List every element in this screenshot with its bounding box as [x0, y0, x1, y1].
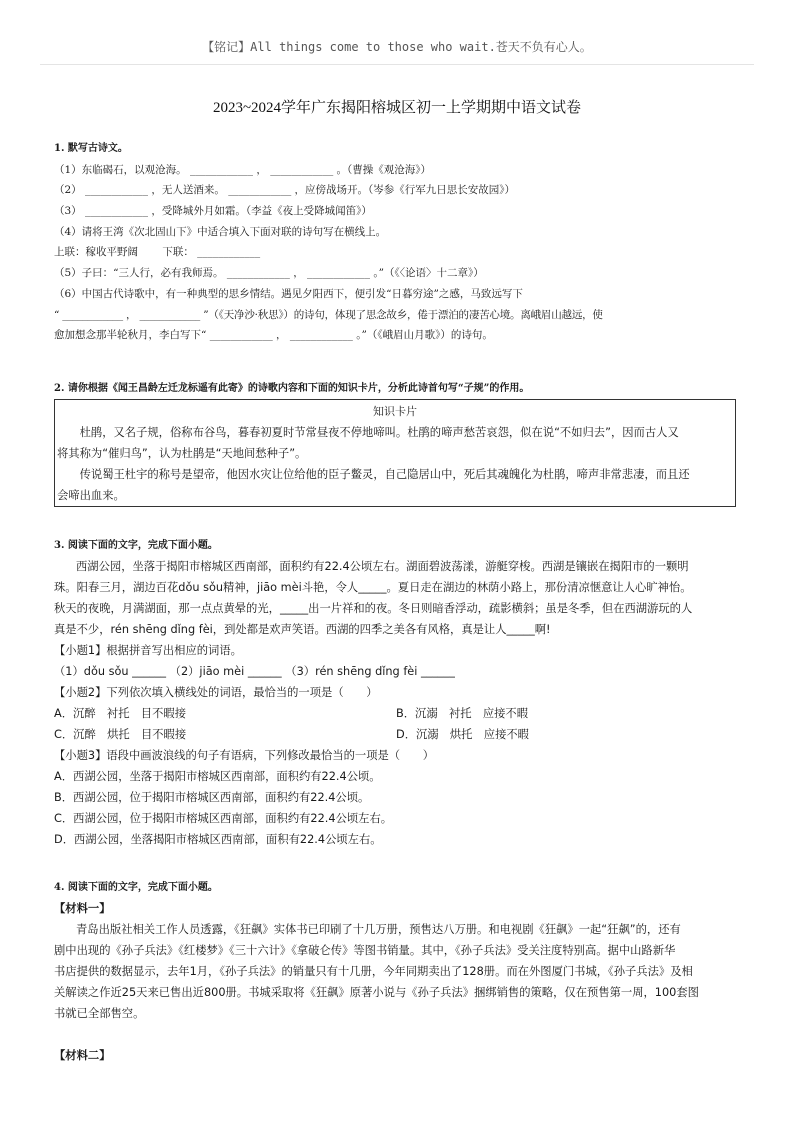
- question-1-line: 愈加想念那半轮秋月，李白写下“ ____________ ， ____________ 。”（《峨眉山月歌》）的诗句。: [54, 329, 493, 342]
- subquestion-1-prompt: 【小题1】根据拼音写出相应的词语。: [54, 644, 242, 657]
- knowledge-card: [54, 399, 736, 507]
- subquestion-2-options-row: [54, 724, 744, 745]
- question-1: [54, 139, 744, 346]
- knowledge-card-line: 杜鹃，又名子规，俗称布谷鸟，暮春初夏时节常昼夜不停地啼叫。杜鹃的啼声愁苦哀怨，似在说“不如归去”，因而古人又: [57, 426, 679, 439]
- material-1-line: 书店提供的数据显示，去年1月，《孙子兵法》的销量只有十几册，今年同期卖出了128册。而在外图厦门书城，《孙子兵法》及相: [54, 965, 693, 978]
- question-1-line: （6）中国古代诗歌中，有一种典型的思乡情结。遇见夕阳西下，便引发“日暮穷途”之感，马致远写下: [54, 287, 523, 300]
- knowledge-card-line: 将其称为“催归鸟”，认为杜鹃是“天地间愁种子”。: [57, 447, 307, 460]
- passage-line: 珠。阳春三月，湖边百花dǒu sǒu精神，jiāo mèi斗艳，令人_____。夏日走在湖边的林荫小路上，那份清凉惬意让人心旷神怡。: [54, 581, 692, 594]
- subquestion-2-options-row: [54, 703, 744, 724]
- option-b: B．西湖公园，位于揭阳市榕城区西南部，面积约有22.4公顷。: [54, 791, 370, 804]
- question-1-line: （1）东临碣石，以观沧海。 ____________ ， ____________ 。（曹操《观沧海》）: [54, 163, 432, 176]
- question-1-line: （2） ____________ ，无人送酒来。 ____________ ，应傍战场开。（岑参《行军九日思长安故园》）: [54, 184, 516, 197]
- passage-line: 秋天的夜晚，月满湖面，那一点点黄晕的光，_____出一片祥和的夜。冬日则暗香浮动，疏影横斜；虽是冬季，但在西湖游玩的人: [54, 602, 693, 615]
- passage-line: 西湖公园，坐落于揭阳市榕城区西南部，面积约有22.4公顷左右。湖面碧波荡漾，游艇穿梭。西湖是镶嵌在揭阳市的一颗明: [76, 560, 689, 573]
- knowledge-card-line: 会啼出血来。: [57, 489, 125, 502]
- subquestion-1-blanks: （1）dǒu sǒu ______ （2）jiāo mèi ______ （3）rén shēng dǐng fèi ______: [54, 665, 455, 678]
- material-1-line: 剧中出现的《孙子兵法》《红楼梦》《三十六计》《拿破仑传》等图书销量。其中，《孙子兵法》受关注度特别高。据中山路新华: [54, 944, 676, 957]
- question-4-material-2: [54, 1045, 744, 1066]
- question-1-line: （3） ____________ ，受降城外月如霜。（李益《夜上受降城闻笛》）: [54, 205, 372, 218]
- question-2-heading: 2. 请你根据《闻王昌龄左迁龙标遥有此寄》的诗歌内容和下面的知识卡片，分析此诗首句写“子规”的作用。: [54, 383, 530, 394]
- option-b: B．沉溺 衬托 应接不暇: [396, 707, 529, 720]
- question-1-line: （5）子曰：“三人行，必有我师焉。 ____________ ， ____________ 。”（《〈论语〉十二章》）: [54, 267, 484, 280]
- material-2-label: 【材料二】: [54, 1049, 111, 1062]
- subquestion-3-prompt: 【小题3】语段中画波浪线的句子有语病，下列修改最恰当的一项是（ ）: [54, 749, 434, 762]
- material-1-label: 【材料一】: [54, 902, 111, 915]
- material-1-line: 青岛出版社相关工作人员透露，《狂飙》实体书已印刷了十几万册，预售达八万册。和电视剧《狂飙》一起“狂飙”的，还有: [76, 923, 681, 936]
- question-1-line: （4）请将王湾《次北固山下》中适合填入下面对联的诗句写在横线上。: [54, 225, 387, 238]
- page-title: 2023~2024学年广东揭阳榕城区初一上学期期中语文试卷: [212, 100, 582, 116]
- option-d: D．沉溺 烘托 应接不暇: [396, 728, 529, 741]
- header-divider: [40, 64, 754, 65]
- question-4-material-1: [54, 898, 744, 1024]
- subquestion-2-prompt: 【小题2】下列依次填入横线处的词语，最恰当的一项是（ ）: [54, 686, 378, 699]
- question-4-heading: 4. 阅读下面的文字，完成下面小题。: [54, 882, 218, 893]
- option-c: C．沉醉 烘托 目不暇接: [54, 728, 187, 741]
- option-a: A．西湖公园，坐落于揭阳市榕城区西南部，面积约有22.4公顷。: [54, 770, 381, 783]
- option-d: D．西湖公园，坐落揭阳市榕城区西南部，面积有22.4公顷左右。: [54, 833, 382, 846]
- question-1-line: “ ____________ ， ____________ ”（《天净沙·秋思》）的诗句，体现了思念故乡，倦于漂泊的凄苦心境。离峨眉山越远，使: [54, 308, 603, 321]
- question-4: [54, 877, 744, 898]
- knowledge-card-title: 知识卡片: [373, 405, 417, 418]
- question-1-line: 上联：稼收平野阔 下联： ____________: [54, 246, 261, 259]
- header-motto: 【铭记】All things come to those who wait.苍天不负有心人。: [202, 40, 592, 54]
- knowledge-card-body: [55, 422, 735, 506]
- material-1-line: 关解读之作近25天来已售出近800册。书城采取将《狂飙》原著小说与《孙子兵法》捆绑销售的策略，仅在预售第一周，100套图: [54, 986, 699, 999]
- question-1-heading: 1. 默写古诗文。: [54, 143, 128, 154]
- knowledge-card-line: 传说蜀王杜宇的称号是望帝，他因水灾让位给他的臣子鳖灵，自己隐居山中，死后其魂魄化为杜鹃，啼声非常悲凄，而且还: [57, 468, 690, 481]
- question-2: [54, 378, 744, 399]
- question-3-passage: [54, 556, 744, 850]
- material-1-line: 书就已全部售空。: [54, 1007, 145, 1020]
- question-3-heading: 3. 阅读下面的文字，完成下面小题。: [54, 540, 218, 551]
- question-3: [54, 535, 744, 556]
- option-c: C．西湖公园，位于揭阳市榕城区西南部，面积约有22.4公顷左右。: [54, 812, 393, 825]
- option-a: A．沉醉 衬托 目不暇接: [54, 707, 186, 720]
- passage-line: 真是不少，rén shēng dǐng fèi，到处都是欢声笑语。西湖的四季之美各有风格，真是让人_____啊!: [54, 623, 551, 636]
